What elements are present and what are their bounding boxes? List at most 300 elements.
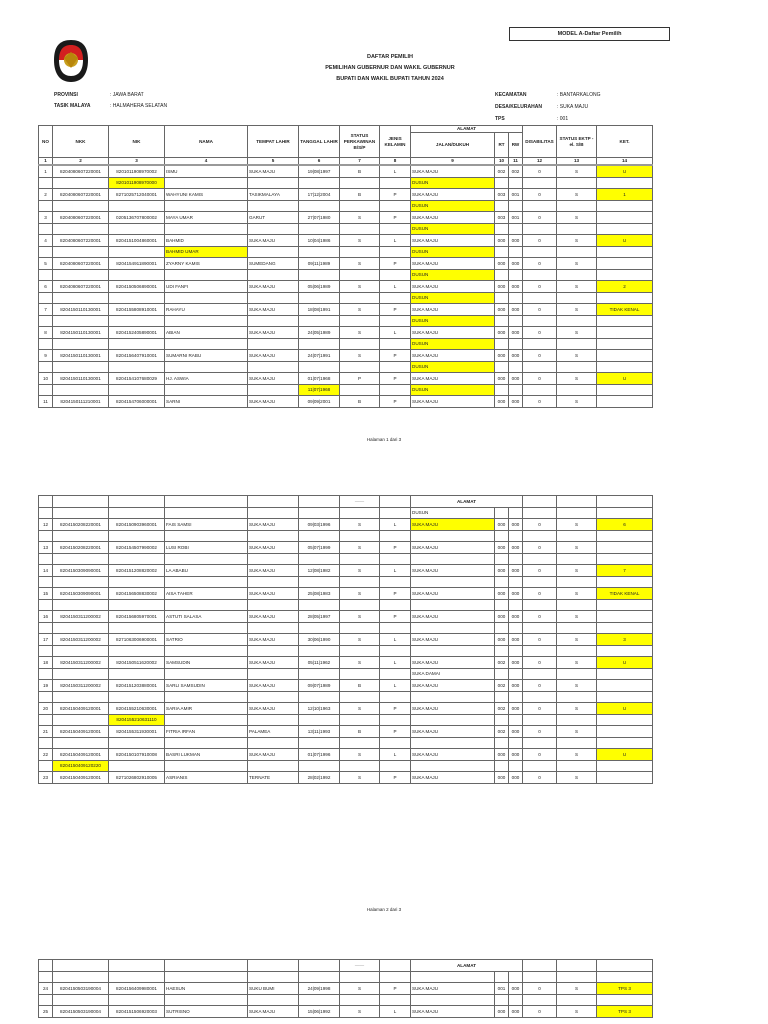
cell-nik: 8204150903960001 bbox=[109, 519, 165, 531]
cell-tempat: GARUT bbox=[248, 212, 299, 224]
correction-cell-nik bbox=[109, 270, 165, 281]
correction-cell-nkk bbox=[53, 623, 109, 634]
column-number: 6 bbox=[299, 158, 340, 166]
cell-dis: 0 bbox=[523, 634, 557, 646]
cell-jalan: SUKA MAJU bbox=[411, 680, 495, 692]
correction-cell-nama bbox=[165, 669, 248, 680]
correction-cell-ket bbox=[597, 692, 653, 703]
cell-nama: SARLI SAMSUDIN bbox=[165, 680, 248, 692]
correction-cell-ektp bbox=[557, 972, 597, 983]
correction-cell-ektp bbox=[557, 293, 597, 304]
cell-rw: 000 bbox=[509, 373, 523, 385]
correction-cell-ektp bbox=[557, 623, 597, 634]
correction-cell-ket bbox=[597, 531, 653, 542]
voter-row[interactable] bbox=[39, 703, 653, 715]
cell-ektp: S bbox=[557, 703, 597, 715]
cell-tempat: PALAMEA bbox=[248, 726, 299, 738]
cell-jk: P bbox=[380, 542, 411, 554]
cell-rw: 000 bbox=[509, 281, 523, 293]
cell-dis: 0 bbox=[523, 983, 557, 995]
cell-rw: 000 bbox=[509, 327, 523, 339]
voter-row[interactable] bbox=[39, 258, 653, 270]
correction-cell-nama bbox=[165, 577, 248, 588]
correction-cell-jk bbox=[380, 761, 411, 772]
cell-status: S bbox=[340, 634, 380, 646]
cell-no: 11 bbox=[39, 396, 53, 408]
cell-ket: U bbox=[597, 235, 653, 247]
cell-ektp: S bbox=[557, 304, 597, 316]
cell-jk: L bbox=[380, 565, 411, 577]
correction-cell-jalan bbox=[411, 554, 495, 565]
cell-nkk: 8204150309090001 bbox=[53, 565, 109, 577]
voter-row[interactable] bbox=[39, 588, 653, 600]
correction-cell-nik bbox=[109, 531, 165, 542]
cell-nkk: 8204080607220001 bbox=[53, 212, 109, 224]
correction-cell-ket bbox=[597, 623, 653, 634]
cell-nkk: 8204150208220001 bbox=[53, 542, 109, 554]
correction-cell-status bbox=[340, 201, 380, 212]
cell-nik: 8204151506920003 bbox=[109, 1006, 165, 1018]
voter-row[interactable] bbox=[39, 657, 653, 669]
cell-dis: 0 bbox=[523, 611, 557, 623]
voter-row[interactable] bbox=[39, 726, 653, 738]
voter-row[interactable] bbox=[39, 373, 653, 385]
correction-cell-jk bbox=[380, 362, 411, 373]
cell-dis: 0 bbox=[523, 565, 557, 577]
correction-cell-tgl bbox=[299, 293, 340, 304]
correction-row bbox=[39, 692, 653, 703]
cell-jalan: SUKA MAJU bbox=[411, 519, 495, 531]
correction-cell-tempat bbox=[248, 715, 299, 726]
cell-nkk: 8204150309090001 bbox=[53, 588, 109, 600]
cell-rt: 002 bbox=[495, 680, 509, 692]
cell-tgl: 09|07|1989 bbox=[299, 680, 340, 692]
cell-rt: 000 bbox=[495, 396, 509, 408]
correction-cell-tempat bbox=[248, 224, 299, 235]
correction-cell-nama bbox=[165, 738, 248, 749]
correction-cell-jk bbox=[380, 738, 411, 749]
header-rw: RW bbox=[509, 133, 523, 158]
correction-cell-dis bbox=[523, 738, 557, 749]
cell-ektp: S bbox=[557, 726, 597, 738]
cell-dis: 0 bbox=[523, 703, 557, 715]
correction-cell-jalan: DUSUN bbox=[411, 385, 495, 396]
column-number: 4 bbox=[165, 158, 248, 166]
cell-jalan: SUKA MAJU bbox=[411, 165, 495, 178]
header-nama: NAMA bbox=[165, 126, 248, 158]
correction-cell-tempat bbox=[248, 201, 299, 212]
correction-cell-dis bbox=[523, 247, 557, 258]
cell-ket: U bbox=[597, 657, 653, 669]
correction-cell-nik bbox=[109, 761, 165, 772]
cell-no: 15 bbox=[39, 588, 53, 600]
correction-cell-tgl bbox=[299, 201, 340, 212]
cell-nik: 8204156508830002 bbox=[109, 588, 165, 600]
correction-cell-jk bbox=[380, 995, 411, 1006]
voter-row[interactable] bbox=[39, 327, 653, 339]
cell-nik: 8204154107680029 bbox=[109, 373, 165, 385]
cell-nik: 8204155210630001 bbox=[109, 703, 165, 715]
tps-value: : 001 bbox=[557, 116, 569, 122]
correction-cell-jk bbox=[380, 201, 411, 212]
cell-jk: L bbox=[380, 634, 411, 646]
cell-tempat: SUKA MAJU bbox=[248, 680, 299, 692]
cell-nama: BASRI LUKMAN bbox=[165, 749, 248, 761]
correction-cell-jk bbox=[380, 554, 411, 565]
cell-rt: 002 bbox=[495, 165, 509, 178]
cell-ektp: S bbox=[557, 1006, 597, 1018]
correction-cell-jk bbox=[380, 385, 411, 396]
correction-cell-nkk bbox=[53, 972, 109, 983]
cell-dis: 0 bbox=[523, 657, 557, 669]
voter-row[interactable] bbox=[39, 304, 653, 316]
voter-row[interactable] bbox=[39, 235, 653, 247]
cell-nik: 8204154507990002 bbox=[109, 542, 165, 554]
correction-cell-no bbox=[39, 293, 53, 304]
cell-dis: 0 bbox=[523, 726, 557, 738]
cell-rw: 001 bbox=[509, 189, 523, 201]
correction-cell-tempat bbox=[248, 761, 299, 772]
cell-ektp: S bbox=[557, 396, 597, 408]
cell-nik: 0205136707800002 bbox=[109, 212, 165, 224]
correction-cell-nkk bbox=[53, 316, 109, 327]
correction-cell-rt bbox=[495, 715, 509, 726]
cell-rw: 000 bbox=[509, 983, 523, 995]
correction-cell-no bbox=[39, 178, 53, 189]
voter-row[interactable] bbox=[39, 983, 653, 995]
correction-cell-tempat bbox=[248, 178, 299, 189]
voter-row[interactable] bbox=[39, 611, 653, 623]
correction-cell-status bbox=[340, 761, 380, 772]
correction-cell-ket bbox=[597, 646, 653, 657]
correction-cell-status bbox=[340, 669, 380, 680]
cell-nkk: 8204150110130001 bbox=[53, 373, 109, 385]
cell-tempat: SUMEDANG bbox=[248, 258, 299, 270]
cell-jalan: SUKA MAJU bbox=[411, 327, 495, 339]
cell-nik: 8204151004860001 bbox=[109, 235, 165, 247]
cell-jk: L bbox=[380, 519, 411, 531]
cell-ket: TIDAK KENAL bbox=[597, 304, 653, 316]
correction-row bbox=[39, 178, 653, 189]
correction-cell-tempat bbox=[248, 362, 299, 373]
cell-ket: U bbox=[597, 703, 653, 715]
cell-ektp: S bbox=[557, 657, 597, 669]
correction-cell-ektp bbox=[557, 554, 597, 565]
cell-tempat: SUKA MAJU bbox=[248, 542, 299, 554]
correction-cell-status bbox=[340, 362, 380, 373]
cell-ket: 1 bbox=[597, 189, 653, 201]
correction-cell-nama bbox=[165, 385, 248, 396]
cell-jalan: SUKA MAJU bbox=[411, 657, 495, 669]
cell-ket bbox=[597, 611, 653, 623]
voter-row[interactable] bbox=[39, 519, 653, 531]
cell-nama: SARNI bbox=[165, 396, 248, 408]
cell-nik: 8201011908970002 bbox=[109, 165, 165, 178]
correction-cell-ket bbox=[597, 554, 653, 565]
correction-cell-jalan: DUSUN bbox=[411, 201, 495, 212]
cell-status: B bbox=[340, 396, 380, 408]
correction-row bbox=[39, 646, 653, 657]
cell-status: S bbox=[340, 1006, 380, 1018]
correction-row bbox=[39, 600, 653, 611]
cell-status: B bbox=[340, 680, 380, 692]
correction-cell-status bbox=[340, 715, 380, 726]
cell-jk: L bbox=[380, 680, 411, 692]
correction-cell-rw bbox=[509, 692, 523, 703]
cell-tempat: SUKA MAJU bbox=[248, 396, 299, 408]
provinsi-value: : JAWA BARAT bbox=[110, 92, 144, 98]
correction-cell-jalan bbox=[411, 972, 495, 983]
cell-no: 19 bbox=[39, 680, 53, 692]
cell-jk: L bbox=[380, 235, 411, 247]
correction-row bbox=[39, 972, 653, 983]
cell-rw: 000 bbox=[509, 542, 523, 554]
cell-tgl: 12|10|1963 bbox=[299, 703, 340, 715]
correction-cell-jk bbox=[380, 646, 411, 657]
correction-cell-nkk bbox=[53, 531, 109, 542]
voter-row[interactable] bbox=[39, 772, 653, 784]
cell-tempat: SUKU BUMI bbox=[248, 983, 299, 995]
correction-cell-ektp bbox=[557, 201, 597, 212]
correction-cell-rt bbox=[495, 738, 509, 749]
correction-cell-dis bbox=[523, 692, 557, 703]
correction-cell-jalan bbox=[411, 600, 495, 611]
correction-cell-ket bbox=[597, 995, 653, 1006]
cell-status: S bbox=[340, 327, 380, 339]
cell-nik: 8271063006900001 bbox=[109, 634, 165, 646]
correction-cell-tgl bbox=[299, 316, 340, 327]
correction-cell-tgl bbox=[299, 577, 340, 588]
cell-rt: 002 bbox=[495, 726, 509, 738]
cell-no: 18 bbox=[39, 657, 53, 669]
correction-cell-nama bbox=[165, 224, 248, 235]
correction-cell-nama bbox=[165, 316, 248, 327]
cell-dis: 0 bbox=[523, 519, 557, 531]
cell-rw: 000 bbox=[509, 611, 523, 623]
cell-nkk: 8204080607220001 bbox=[53, 165, 109, 178]
cell-rw: 001 bbox=[509, 212, 523, 224]
cell-rt: 003 bbox=[495, 212, 509, 224]
cell-jk: L bbox=[380, 1006, 411, 1018]
correction-cell-nkk bbox=[53, 224, 109, 235]
cell-rt: 002 bbox=[495, 703, 509, 715]
voter-row[interactable] bbox=[39, 749, 653, 761]
header-nkk: NKK bbox=[53, 126, 109, 158]
voter-row[interactable] bbox=[39, 281, 653, 293]
correction-cell-nama bbox=[165, 692, 248, 703]
correction-cell-ektp bbox=[557, 738, 597, 749]
cell-tgl: 24|07|1991 bbox=[299, 350, 340, 362]
correction-cell-rt bbox=[495, 201, 509, 212]
cell-dis: 0 bbox=[523, 1006, 557, 1018]
cell-nik: 8204156409980001 bbox=[109, 983, 165, 995]
cell-status: S bbox=[340, 212, 380, 224]
correction-cell-dis bbox=[523, 224, 557, 235]
cell-jk: L bbox=[380, 281, 411, 293]
correction-cell-nik bbox=[109, 362, 165, 373]
correction-cell-jalan: DUSUN bbox=[411, 270, 495, 281]
cell-nkk: 8204150208220001 bbox=[53, 519, 109, 531]
provinsi-label: PROVINSI bbox=[54, 92, 78, 98]
voter-row[interactable] bbox=[39, 189, 653, 201]
cell-dis: 0 bbox=[523, 304, 557, 316]
cell-nik: 8204150107910008 bbox=[109, 749, 165, 761]
correction-cell-tgl bbox=[299, 623, 340, 634]
correction-row bbox=[39, 715, 653, 726]
voter-row[interactable] bbox=[39, 634, 653, 646]
cell-jk: L bbox=[380, 749, 411, 761]
cell-jalan: SUKA MAJU bbox=[411, 281, 495, 293]
correction-cell-status bbox=[340, 224, 380, 235]
cell-dis: 0 bbox=[523, 396, 557, 408]
cell-no: 7 bbox=[39, 304, 53, 316]
correction-cell-nama bbox=[165, 270, 248, 281]
cell-dis: 0 bbox=[523, 772, 557, 784]
cell-rt: 000 bbox=[495, 281, 509, 293]
cell-nkk: 8204150111210001 bbox=[53, 396, 109, 408]
header-nik: NIK bbox=[109, 126, 165, 158]
cell-ket bbox=[597, 327, 653, 339]
voter-row[interactable] bbox=[39, 1006, 653, 1018]
cell-jk: P bbox=[380, 983, 411, 995]
cell-jalan: SUKA MAJU bbox=[411, 304, 495, 316]
cell-nkk: 8204150409120001 bbox=[53, 703, 109, 715]
cell-nkk: 8204080607220001 bbox=[53, 281, 109, 293]
correction-cell-dis bbox=[523, 646, 557, 657]
cell-tempat: SUKA MAJU bbox=[248, 519, 299, 531]
correction-cell-no bbox=[39, 201, 53, 212]
correction-cell-tempat bbox=[248, 995, 299, 1006]
correction-cell-status bbox=[340, 554, 380, 565]
correction-cell-nama bbox=[165, 293, 248, 304]
cell-status: B bbox=[340, 189, 380, 201]
document-subtitle-1: PEMILIHAN GUBERNUR DAN WAKIL GUBERNUR bbox=[325, 65, 455, 71]
cell-tgl: 12|08|1982 bbox=[299, 565, 340, 577]
column-number: 1 bbox=[39, 158, 53, 166]
correction-cell-rt bbox=[495, 972, 509, 983]
cell-rw: 000 bbox=[509, 657, 523, 669]
cell-ket bbox=[597, 772, 653, 784]
cell-no: 13 bbox=[39, 542, 53, 554]
kecamatan-label: KECAMATAN bbox=[495, 92, 527, 98]
correction-cell-dis bbox=[523, 531, 557, 542]
correction-cell-tgl bbox=[299, 224, 340, 235]
cell-rt: 000 bbox=[495, 373, 509, 385]
cell-tempat: SUKA MAJU bbox=[248, 350, 299, 362]
cell-ektp: S bbox=[557, 212, 597, 224]
correction-cell-tempat bbox=[248, 646, 299, 657]
kpu-logo-icon bbox=[52, 38, 90, 84]
cell-ket: 3 bbox=[597, 634, 653, 646]
voter-row[interactable] bbox=[39, 212, 653, 224]
cell-nkk: 8204150110130001 bbox=[53, 350, 109, 362]
cell-rw: 000 bbox=[509, 726, 523, 738]
correction-row bbox=[39, 554, 653, 565]
cell-nik: 8204150506890001 bbox=[109, 281, 165, 293]
cell-ket: TPS 3 bbox=[597, 1006, 653, 1018]
correction-cell-tgl bbox=[299, 692, 340, 703]
cell-ket: U bbox=[597, 165, 653, 178]
correction-cell-nkk bbox=[53, 362, 109, 373]
cell-no: 3 bbox=[39, 212, 53, 224]
cell-jk: P bbox=[380, 588, 411, 600]
correction-cell-nik bbox=[109, 201, 165, 212]
voter-row[interactable] bbox=[39, 680, 653, 692]
correction-cell-nik bbox=[109, 972, 165, 983]
correction-cell-rt bbox=[495, 600, 509, 611]
correction-row bbox=[39, 339, 653, 350]
cell-nama: LUSI ROBI bbox=[165, 542, 248, 554]
correction-cell-tempat bbox=[248, 270, 299, 281]
voter-row[interactable] bbox=[39, 565, 653, 577]
voter-row[interactable] bbox=[39, 542, 653, 554]
correction-cell-ket bbox=[597, 715, 653, 726]
correction-cell-tempat bbox=[248, 339, 299, 350]
cell-status: B bbox=[340, 726, 380, 738]
correction-cell-nkk bbox=[53, 646, 109, 657]
cell-rt: 000 bbox=[495, 749, 509, 761]
voter-row[interactable] bbox=[39, 350, 653, 362]
correction-cell-jk bbox=[380, 339, 411, 350]
voter-row[interactable] bbox=[39, 165, 653, 178]
correction-cell-nkk bbox=[53, 692, 109, 703]
correction-cell-nik bbox=[109, 669, 165, 680]
correction-cell-jk bbox=[380, 293, 411, 304]
cell-nama: FAIS SAMSI bbox=[165, 519, 248, 531]
correction-cell-dis bbox=[523, 270, 557, 281]
correction-cell-rt bbox=[495, 531, 509, 542]
cell-status: S bbox=[340, 611, 380, 623]
cell-dis: 0 bbox=[523, 212, 557, 224]
column-number: 7 bbox=[340, 158, 380, 166]
cell-ket bbox=[597, 396, 653, 408]
page-footer-2: Halaman 2 dari 3 bbox=[366, 907, 402, 912]
cell-nkk: 8204080607220001 bbox=[53, 235, 109, 247]
cell-status: B bbox=[340, 165, 380, 178]
cell-nama: ABIAN bbox=[165, 327, 248, 339]
cell-no: 16 bbox=[39, 611, 53, 623]
correction-cell-nkk: 8204150409120220 bbox=[53, 761, 109, 772]
cell-nik: 8204156407910001 bbox=[109, 350, 165, 362]
correction-cell-nik bbox=[109, 385, 165, 396]
correction-cell-rw bbox=[509, 715, 523, 726]
cell-tgl: 10|04|1986 bbox=[299, 235, 340, 247]
column-number-row bbox=[39, 158, 653, 166]
cell-jalan: SUKA MAJU bbox=[411, 588, 495, 600]
correction-cell-rw bbox=[509, 316, 523, 327]
cell-status: S bbox=[340, 565, 380, 577]
cell-status: P bbox=[340, 373, 380, 385]
correction-cell-nama bbox=[165, 178, 248, 189]
correction-cell-no bbox=[39, 531, 53, 542]
voter-row[interactable] bbox=[39, 396, 653, 408]
cell-rt: 000 bbox=[495, 542, 509, 554]
correction-cell-nama bbox=[165, 201, 248, 212]
correction-cell-rt bbox=[495, 554, 509, 565]
cell-no: 8 bbox=[39, 327, 53, 339]
correction-cell-ket bbox=[597, 339, 653, 350]
cell-ektp: S bbox=[557, 588, 597, 600]
cell-dis: 0 bbox=[523, 258, 557, 270]
correction-cell-jalan: DUSUN bbox=[411, 362, 495, 373]
cell-ektp: S bbox=[557, 680, 597, 692]
cell-tempat: SUKA MAJU bbox=[248, 703, 299, 715]
cell-tgl: 28|05|1997 bbox=[299, 611, 340, 623]
cell-dis: 0 bbox=[523, 189, 557, 201]
cell-ektp: S bbox=[557, 373, 597, 385]
cell-nik: 8204155808910001 bbox=[109, 304, 165, 316]
correction-cell-jk bbox=[380, 692, 411, 703]
